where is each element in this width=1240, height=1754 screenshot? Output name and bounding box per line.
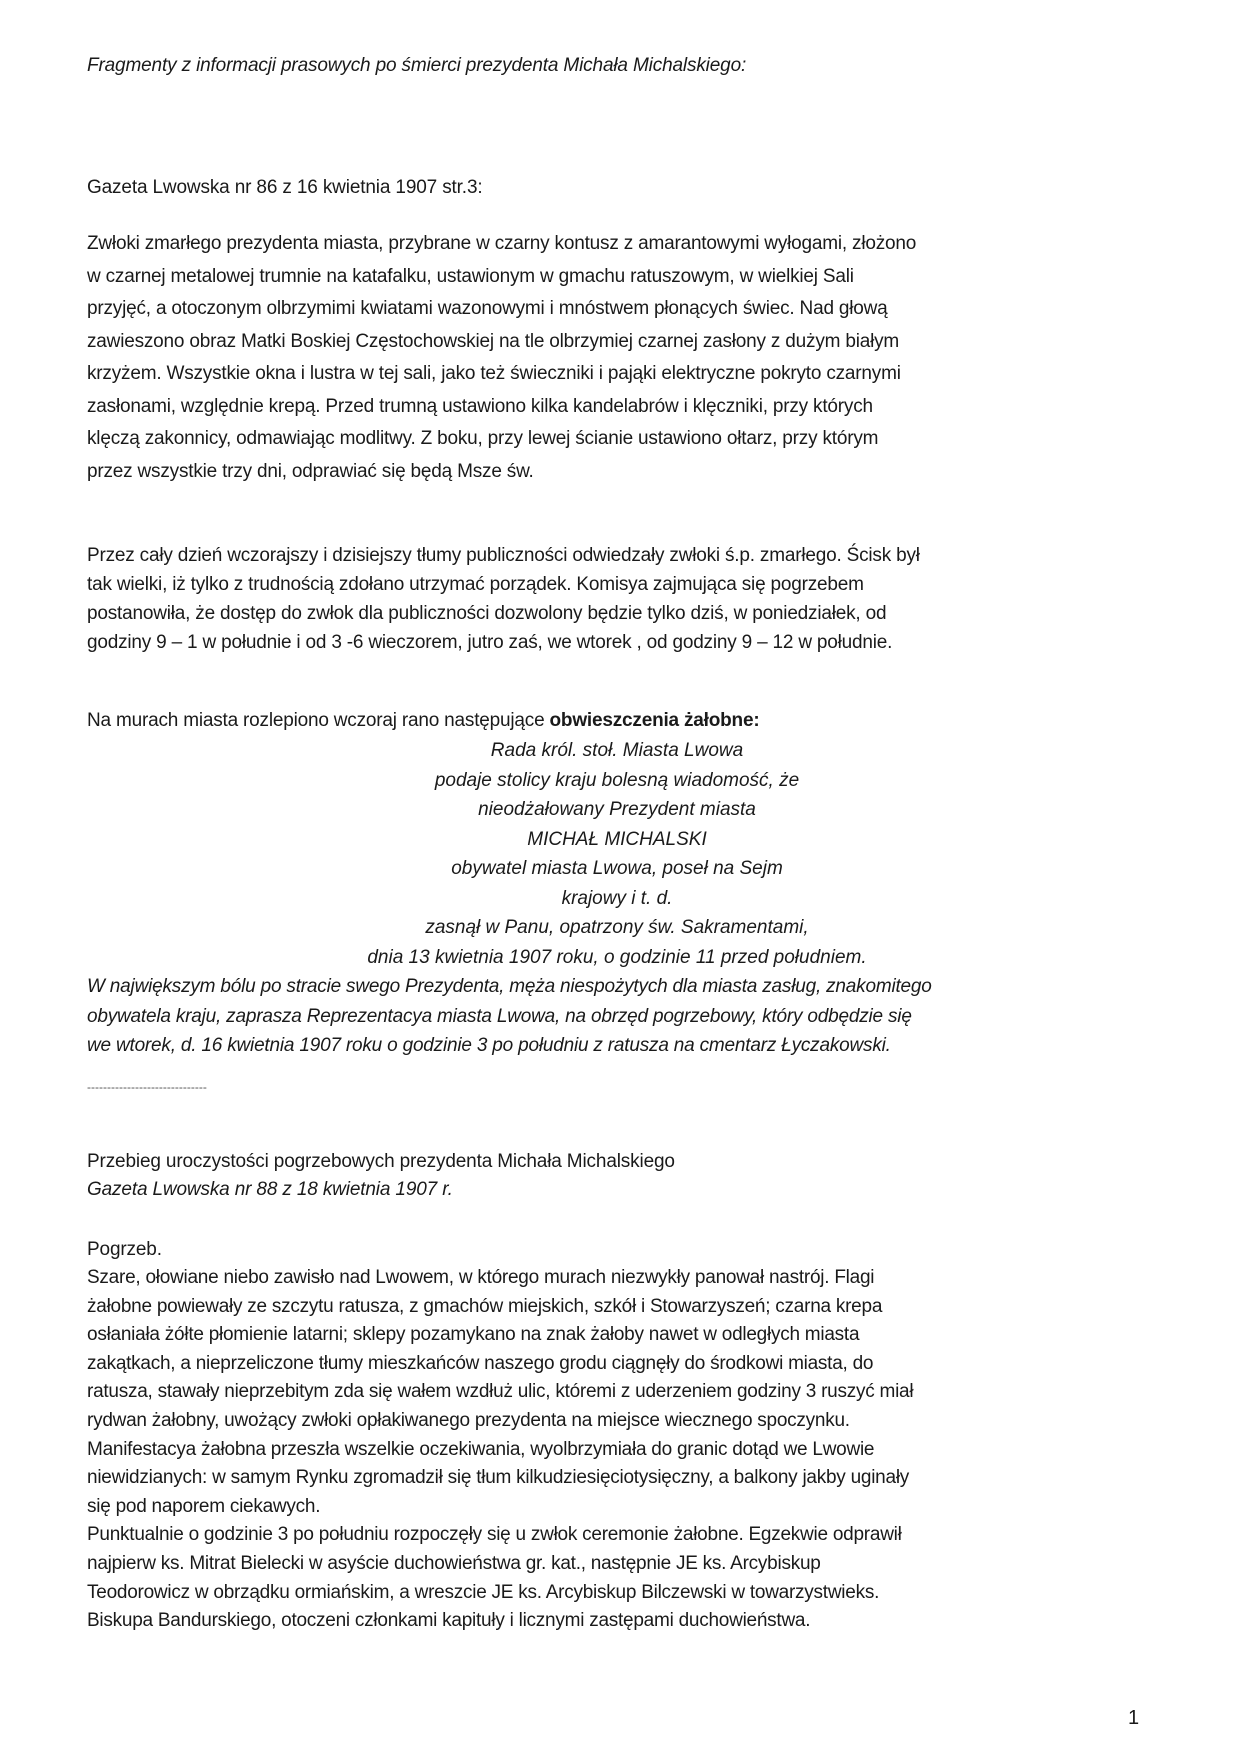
paragraph-line: Zwłoki zmarłego prezydenta miasta, przybrane w czarny kontusz z amarantowymi wyłogami, złożono <box>87 233 917 254</box>
section-2-title: Przebieg uroczystości pogrzebowych prezydenta Michała Michalskiego <box>87 1151 675 1172</box>
announcement-line: zasnął w Panu, opatrzony św. Sakramentami, <box>425 917 809 938</box>
announcement-line: dnia 13 kwietnia 1907 roku, o godzinie 11 przed południem. <box>367 946 867 968</box>
paragraph-line: Szare, ołowiane niebo zawisło nad Lwowem, w którego murach niezwykły panował nastrój. Flagi <box>87 1267 875 1288</box>
funeral-invitation <box>87 972 932 1061</box>
paragraph-line: ratusza, stawały nieprzebitym zda się wałem wzdłuż ulic, któremi z uderzeniem godziny 3 ruszyć miał <box>87 1381 914 1403</box>
announcement-intro: Na murach miasta rozlepiono wczoraj rano następujące <box>87 710 550 731</box>
paragraph-line: Teodorowicz w obrządku ormiańskim, a wreszcie JE ks. Arcybiskup Bilczewski w towarzystwieks. <box>87 1581 880 1603</box>
paragraph-2 <box>87 541 1147 657</box>
document-heading: Fragmenty z informacji prasowych po śmierci prezydenta Michała Michalskiego: <box>87 55 747 76</box>
paragraph-line: Manifestacya żałobna przeszła wszelkie oczekiwania, wyolbrzymiała do granic dotąd we Lwowie <box>87 1438 875 1460</box>
paragraph-line <box>87 706 1147 736</box>
paragraph-line: godziny 9 – 1 w południe i od 3 -6 wieczorem, jutro zaś, we wtorek , od godziny 9 – 12 w południe. <box>87 632 893 653</box>
paragraph-line: przyjęć, a otoczonym olbrzymimi kwiatami wazonowymi i mnóstwem płonących świec. Nad głową <box>87 298 888 319</box>
paragraph-line: klęczą zakonnicy, odmawiając modlitwy. Z boku, przy lewej ścianie ustawiono ołtarz, przy którym <box>87 428 879 449</box>
announcement-line: nieodżałowany Prezydent miasta <box>478 799 756 820</box>
paragraph-line: przez wszystkie trzy dni, odprawiać się będą Msze św. <box>87 460 534 482</box>
funeral-announcement <box>87 736 1147 972</box>
paragraph-line: się pod naporem ciekawych. <box>87 1495 321 1517</box>
paragraph-line: zasłonami, względnie krepą. Przed trumną ustawiono kilka kandelabrów i klęczniki, przy których <box>87 395 873 417</box>
invitation-line: we wtorek, d. 16 kwietnia 1907 roku o godzinie 3 po południu z ratusza na cmentarz Łyczakowski. <box>87 1035 891 1056</box>
paragraph-3 <box>87 706 1147 736</box>
invitation-line: obywatela kraju, zaprasza Reprezentacya miasta Lwowa, na obrzęd pogrzebowy, który odbędzie się <box>87 1005 912 1027</box>
paragraph-line: najpierw ks. Mitrat Bielecki w asyście duchowieństwa gr. kat., następnie JE ks. Arcybiskup <box>87 1552 821 1574</box>
paragraph-line: Biskupa Bandurskiego, otoczeni członkami kapituły i licznymi zastępami duchowieństwa. <box>87 1610 811 1632</box>
paragraph-line: tak wielki, iż tylko z trudnością zdołano utrzymać porządek. Komisya zajmująca się pogrzebem <box>87 574 864 595</box>
paragraph-line: zawieszono obraz Matki Boskiej Częstochowskiej na tle olbrzymiej czarnej zasłony z dużym białym <box>87 330 900 352</box>
paragraph-line: zakątkach, a nieprzeliczone tłumy mieszkańców naszego grodu ciągnęły do środkowi miasta, do <box>87 1352 874 1374</box>
invitation-line: W największym bólu po stracie swego Prezydenta, męża niespożytych dla miasta zasług, znakomitego <box>87 976 932 997</box>
paragraph-4 <box>87 1264 1147 1636</box>
announcement-line: krajowy i t. d. <box>561 887 673 909</box>
announcement-line: podaje stolicy kraju bolesną wiadomość, że <box>434 769 800 791</box>
paragraph-line: niewidzianych: w samym Rynku zgromadził się tłum kilkudziesięciotysięczny, a balkony jakby uginały <box>87 1467 910 1489</box>
paragraph-line: osłaniała żółte płomienie latarni; sklepy pozamykano na znak żałoby nawet w odległych miasta <box>87 1324 860 1346</box>
announcement-name: MICHAŁ MICHALSKI <box>527 828 707 850</box>
announcement-line: obywatel miasta Lwowa, poseł na Sejm <box>451 858 783 879</box>
paragraph-line: krzyżem. Wszystkie okna i lustra w tej sali, jako też świeczniki i pająki elektryczne pokryto czarnymi <box>87 363 901 384</box>
announcement-label: obwieszczenia żałobne: <box>549 710 760 731</box>
source-citation-1: Gazeta Lwowska nr 86 z 16 kwietnia 1907 str.3: <box>87 177 483 198</box>
section-separator: ------------------------------ <box>87 1080 207 1094</box>
paragraph-line: żałobne powiewały ze szczytu ratusza, z gmachów miejskich, szkół i Stowarzyszeń; czarna krepa <box>87 1295 883 1317</box>
section-2-subheading: Pogrzeb. <box>87 1239 162 1260</box>
announcement-line: Rada król. stoł. Miasta Lwowa <box>490 740 744 761</box>
paragraph-line: Punktualnie o godzinie 3 po południu rozpoczęły się u zwłok ceremonie żałobne. Egzekwie odprawił <box>87 1524 902 1546</box>
section-2-source: Gazeta Lwowska nr 88 z 18 kwietnia 1907 r. <box>87 1179 453 1200</box>
paragraph-line: w czarnej metalowej trumnie na katafalku, ustawionym w gmachu ratuszowym, w wielkiej Sali <box>87 265 854 287</box>
paragraph-line: postanowiła, że dostęp do zwłok dla publiczności dozwolony będzie tylko dziś, w poniedziałek, od <box>87 603 887 624</box>
paragraph-1 <box>87 228 1147 488</box>
paragraph-line: rydwan żałobny, uwożący zwłoki opłakiwanego prezydenta na miejsce wiecznego spoczynku. <box>87 1409 850 1431</box>
page-number: 1 <box>1128 1707 1140 1729</box>
paragraph-line: Przez cały dzień wczorajszy i dzisiejszy tłumy publiczności odwiedzały zwłoki ś.p. zmarłego. Ścisk był <box>87 545 920 566</box>
